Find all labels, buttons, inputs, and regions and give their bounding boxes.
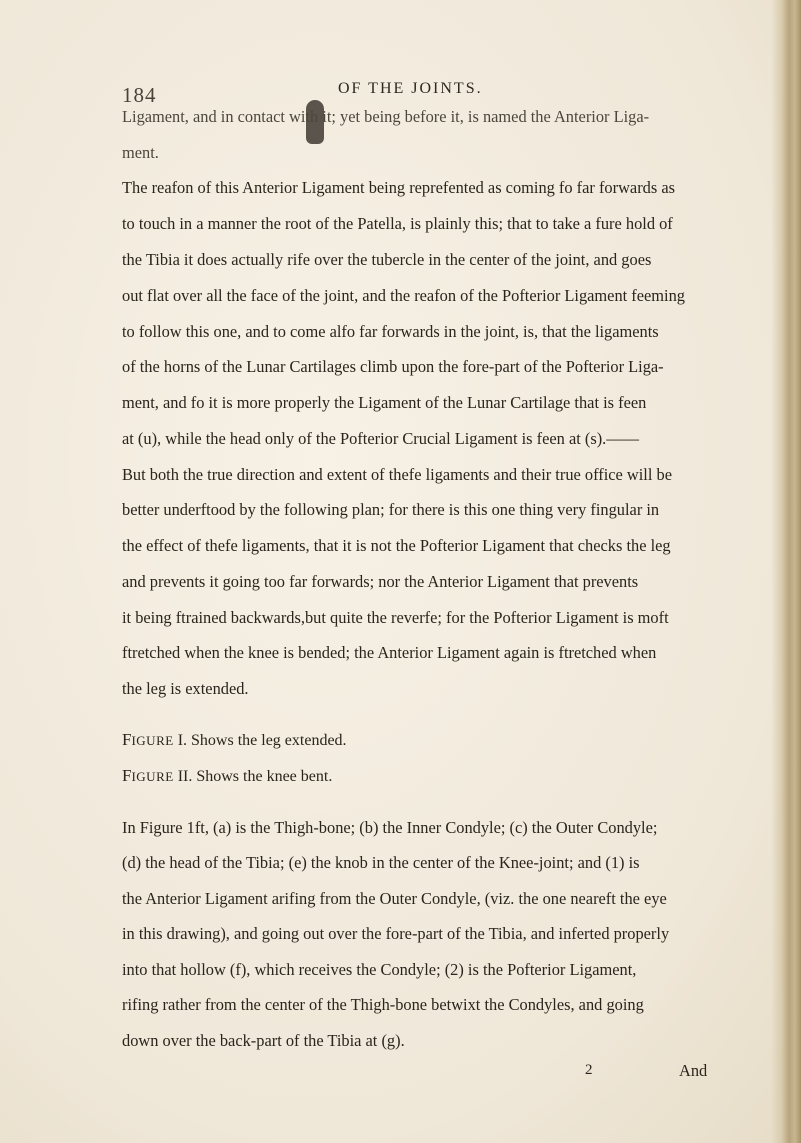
text-line: the Anterior Ligament arifing from the Outer Condyle, (viz. the one neareft the eye bbox=[122, 889, 667, 908]
page-edge-shadow bbox=[771, 0, 801, 1143]
text-line: better underftood by the following plan; for there is this one thing very fingular in bbox=[122, 500, 660, 519]
text-line: The reafon of this Anterior Ligament being reprefented as coming fo far forwards as bbox=[122, 178, 675, 197]
text-line: the effect of thefe ligaments, that it is not the Pofterior Ligament that checks the leg bbox=[122, 536, 671, 555]
text-line: at (u), while the head only of the Pofterior Crucial Ligament is feen at (s).—— bbox=[122, 429, 640, 448]
figure-caption-2 bbox=[122, 764, 332, 789]
figure-label-lead: F bbox=[122, 766, 132, 785]
text-line: to touch in a manner the root of the Patella, is plainly this; that to take a fure hold of bbox=[122, 214, 673, 233]
text-line: But both the true direction and extent of thefe ligaments and their true office will be bbox=[122, 465, 672, 484]
figure-label-rest: IGURE bbox=[131, 733, 174, 748]
text-line: the Tibia it does actually rife over the tubercle in the center of the joint, and goes bbox=[122, 250, 652, 269]
text-line: In Figure 1ft, (a) is the Thigh-bone; (b) the Inner Condyle; (c) the Outer Condyle; bbox=[122, 818, 658, 837]
text-line: ment. bbox=[122, 143, 159, 162]
text-line: and prevents it going too far forwards; nor the Anterior Ligament that prevents bbox=[122, 572, 639, 591]
figure-label-rest: IGURE bbox=[131, 769, 174, 784]
text-line: (d) the head of the Tibia; (e) the knob in the center of the Knee-joint; and (1) is bbox=[122, 853, 640, 872]
figure-label-lead: F bbox=[122, 730, 132, 749]
text-line: in this drawing), and going out over the fore-part of the Tibia, and inferted properly bbox=[122, 924, 670, 943]
text-line: out flat over all the face of the joint, and the reafon of the Pofterior Ligament feeming bbox=[122, 286, 685, 305]
text-line: the leg is extended. bbox=[122, 679, 249, 698]
signature-mark: 2 bbox=[585, 1062, 593, 1078]
text-line: into that hollow (f), which receives the Condyle; (2) is the Pofterior Ligament, bbox=[122, 960, 637, 979]
text-line: it being ftrained backwards,but quite the reverfe; for the Pofterior Ligament is moft bbox=[122, 608, 669, 627]
text-line: Ligament, and in contact with it; yet being before it, is named the Anterior Liga- bbox=[122, 107, 650, 126]
page-number: 184 bbox=[122, 83, 157, 107]
text-line: to follow this one, and to come alfo far forwards in the joint, is, that the ligaments bbox=[122, 322, 659, 341]
text-line: of the horns of the Lunar Cartilages climb upon the fore-part of the Pofterior Liga- bbox=[122, 357, 664, 376]
running-title: OF THE JOINTS. bbox=[338, 80, 483, 97]
text-line: down over the back-part of the Tibia at (g). bbox=[122, 1031, 405, 1050]
figure-numeral: I. bbox=[177, 732, 188, 749]
text-line: rifing rather from the center of the Thigh-bone betwixt the Condyles, and going bbox=[122, 995, 644, 1014]
figure-text: Shows the knee bent. bbox=[196, 768, 333, 785]
figure-numeral: II. bbox=[177, 768, 193, 785]
figure-text: Shows the leg extended. bbox=[191, 732, 347, 749]
text-line: ftretched when the knee is bended; the Anterior Ligament again is ftretched when bbox=[122, 643, 657, 662]
catchword: And bbox=[679, 1061, 708, 1080]
figure-caption-1 bbox=[122, 728, 347, 753]
text-line: ment, and fo it is more properly the Ligament of the Lunar Cartilage that is feen bbox=[122, 393, 647, 412]
